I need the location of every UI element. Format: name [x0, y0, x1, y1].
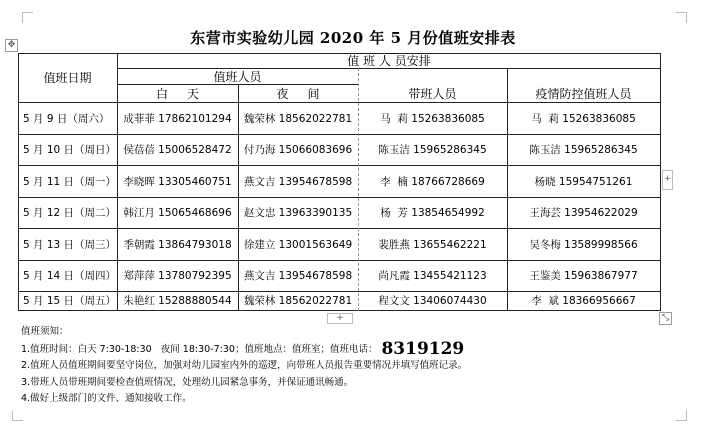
add-row-icon[interactable]: + — [327, 313, 353, 324]
table-move-handle-icon[interactable]: ✥ — [5, 39, 18, 52]
cell-lead-staff: 杨 芳 13854654992 — [380, 207, 485, 219]
cell-epidemic-staff: 王海芸 13954622029 — [529, 207, 638, 219]
cell-date: 5 月 12 日（周二） — [23, 207, 117, 219]
cell-epidemic-staff: 吴冬梅 13589998566 — [529, 238, 638, 251]
cell-epidemic-staff: 王鉴美 15963867977 — [529, 270, 638, 282]
cell-night-staff: 魏荣林 18562022781 — [243, 295, 353, 307]
cell-night-staff: 燕文吉 13954678598 — [243, 175, 353, 188]
cell-lead-staff: 陈玉洁 15965286345 — [378, 144, 487, 156]
header-night: 夜 间 — [276, 86, 320, 101]
cell-epidemic-staff: 陈玉洁 15965286345 — [529, 144, 638, 156]
cell-date: 5 月 14 日（周四） — [23, 270, 117, 282]
cell-lead-staff: 李 楠 18766728669 — [380, 175, 485, 188]
cell-day-staff: 李晓晖 13305460751 — [123, 175, 232, 188]
cell-epidemic-staff: 杨晓 15954751261 — [534, 175, 633, 188]
header-lead: 带班人员 — [408, 86, 457, 101]
page-corner-mark — [22, 12, 33, 23]
page-corner-mark — [676, 12, 687, 23]
cell-lead-staff: 程文文 13406074430 — [378, 295, 487, 307]
cell-day-staff: 侯蓓蓓 15006528472 — [123, 144, 232, 156]
cell-day-staff: 成菲菲 17862101294 — [123, 112, 232, 125]
header-duty-staff: 值班人员 — [213, 69, 262, 84]
cell-night-staff: 燕文吉 13954678598 — [243, 270, 353, 282]
cell-day-staff: 季朝霞 13864793018 — [123, 238, 232, 251]
header-day: 白 天 — [155, 86, 200, 101]
notes-line-1-text: 1.值班时间：白天 7:30-18:30 夜间 18:30-7:30；值班地点：值班室；值班电话： — [21, 343, 378, 355]
cell-day-staff: 朱艳红 15288880544 — [123, 295, 232, 307]
header-epidemic: 疫情防控值班人员 — [535, 86, 632, 101]
duty-phone-number: 8319129 — [381, 338, 465, 359]
cell-epidemic-staff: 李 斌 18366956667 — [531, 295, 636, 307]
notes-line-3: 3.带班人员带班期间要检查值班情况，处理幼儿园紧急事务，并保证通讯畅通。 — [21, 376, 354, 388]
header-date: 值班日期 — [43, 71, 92, 85]
duty-notes — [21, 324, 661, 408]
cell-date: 5 月 9 日（周六） — [23, 112, 110, 125]
cell-date: 5 月 11 日（周一） — [23, 175, 117, 188]
page-corner-mark — [12, 410, 23, 421]
notes-line-2: 2.值班人员值班期间要坚守岗位，加强对幼儿园室内外的巡逻，向带班人员报告重要情况并填写值班记录。 — [21, 360, 468, 371]
cell-epidemic-staff: 马 莉 15263836085 — [531, 112, 636, 125]
cell-day-staff: 郑萍萍 13780792395 — [123, 270, 232, 282]
notes-line-1 — [21, 338, 661, 359]
cell-lead-staff: 马 莉 15263836085 — [380, 112, 485, 125]
notes-heading: 值班须知： — [21, 326, 69, 337]
cell-night-staff: 徐建立 13001563649 — [243, 238, 353, 251]
header-arrangement: 值 班 人 员安排 — [347, 54, 431, 68]
cell-day-staff: 韩江月 15065468696 — [123, 207, 232, 219]
cell-date: 5 月 13 日（周三） — [23, 238, 117, 251]
document-title: 东营市实验幼儿园 2020 年 5 月份值班安排表 — [190, 29, 516, 47]
cell-lead-staff: 裴胜燕 13655462221 — [378, 238, 487, 251]
add-column-icon[interactable]: + — [662, 170, 673, 190]
cell-night-staff: 付乃海 15066083696 — [243, 144, 353, 156]
notes-line-4: 4.做好上级部门的文件、通知接收工作。 — [21, 393, 192, 404]
duty-schedule-table — [18, 53, 661, 311]
cell-night-staff: 赵文忠 13963390135 — [243, 207, 353, 219]
cell-date: 5 月 10 日（周日） — [23, 144, 117, 156]
table-resize-handle-icon[interactable]: ⤡ — [659, 312, 672, 325]
cell-lead-staff: 尚凡霞 13455421123 — [378, 270, 487, 282]
cell-date: 5 月 15 日（周五） — [23, 295, 117, 307]
page-corner-mark — [676, 410, 687, 421]
cell-night-staff: 魏荣林 18562022781 — [243, 112, 353, 125]
